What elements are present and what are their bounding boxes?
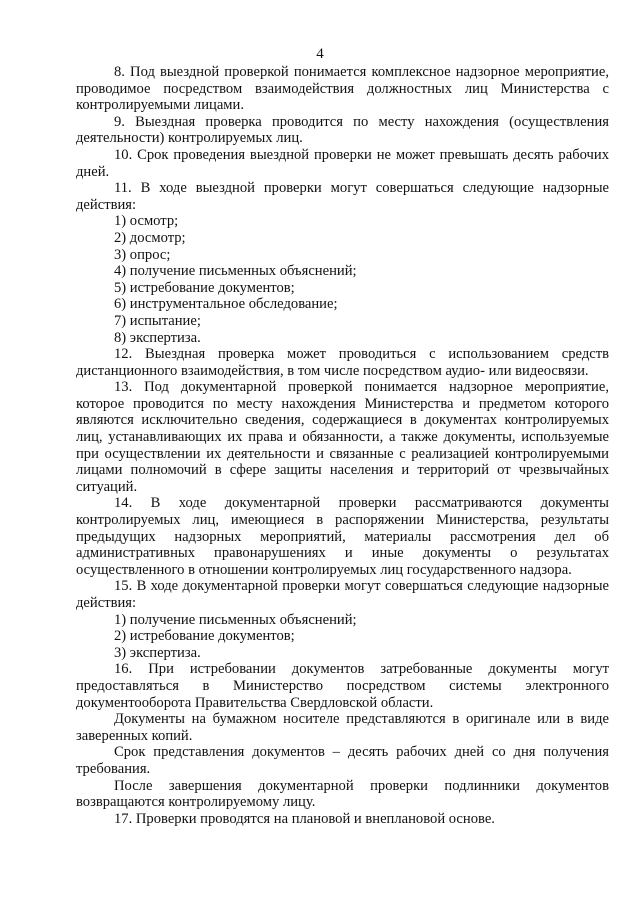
list-item: 1) получение письменных объяснений; bbox=[114, 611, 357, 628]
paragraph: Документы на бумажном носителе представляются в оригинале или в виде заверенных копий. bbox=[76, 711, 609, 744]
paragraph: 9. Выездная проверка проводится по месту нахождения (осуществления деятельности) контролируемых лиц. bbox=[76, 113, 609, 147]
list-item: 6) инструментальное обследование; bbox=[114, 296, 338, 313]
paragraph: Срок представления документов – десять рабочих дней со дня получения требования. bbox=[76, 744, 609, 777]
paragraph: 16. При истребовании документов затребованные документы могут предоставляться в Министерство посредством системы электронного документооборота Правительства Свердловской области. bbox=[76, 661, 609, 711]
list-item: 2) досмотр; bbox=[114, 229, 186, 246]
list-item: 2) истребование документов; bbox=[114, 628, 295, 645]
paragraph: 17. Проверки проводятся на плановой и внеплановой основе. bbox=[114, 810, 495, 827]
paragraph: 12. Выездная проверка может проводиться с использованием средств дистанционного взаимодействия, в том числе посредством аудио- или видеосвязи. bbox=[76, 346, 609, 379]
document-body bbox=[76, 64, 609, 827]
paragraph: 11. В ходе выездной проверки могут совершаться следующие надзорные действия: bbox=[76, 180, 609, 213]
paragraph: 8. Под выездной проверкой понимается комплексное надзорное мероприятие, проводимое посредством взаимодействия должностных лиц Министерства с контролируемыми лицами. bbox=[76, 64, 609, 114]
list-item: 7) испытание; bbox=[114, 312, 201, 329]
list-item: 8) экспертиза. bbox=[114, 329, 201, 346]
paragraph: 10. Срок проведения выездной проверки не может превышать десять рабочих дней. bbox=[76, 146, 609, 180]
paragraph: После завершения документарной проверки подлинники документов возвращаются контролируемому лицу. bbox=[76, 777, 609, 811]
paragraph: 15. В ходе документарной проверки могут совершаться следующие надзорные действия: bbox=[76, 578, 609, 611]
list-item: 4) получение письменных объяснений; bbox=[114, 263, 357, 280]
list-item: 1) осмотр; bbox=[114, 213, 179, 230]
list-item: 5) истребование документов; bbox=[114, 279, 295, 296]
list-item: 3) опрос; bbox=[114, 246, 171, 263]
paragraph: 14. В ходе документарной проверки рассматриваются документы контролируемых лиц, имеющиеся в распоряжении Министерства, результаты предыдущих надзорных мероприятий, материалы рассмотрения дел об административных правонарушениях и иные документы о результатах осуществленного в отношении контролируемых лиц государственного надзора. bbox=[76, 495, 609, 578]
list-item: 3) экспертиза. bbox=[114, 644, 201, 661]
paragraph: 13. Под документарной проверкой понимается надзорное мероприятие, которое проводится по месту нахождения Министерства и предметом которого являются исключительно сведения, содержащиеся в документах контролируемых лиц, устанавливающих их права и обязанности, а также документы, используемые при осуществлении их деятельности и связанные с реализацией контролируемыми лицами полномочий в сфере защиты населения и территорий от чрезвычайных ситуаций. bbox=[76, 379, 609, 495]
page-number: 4 bbox=[316, 46, 324, 62]
